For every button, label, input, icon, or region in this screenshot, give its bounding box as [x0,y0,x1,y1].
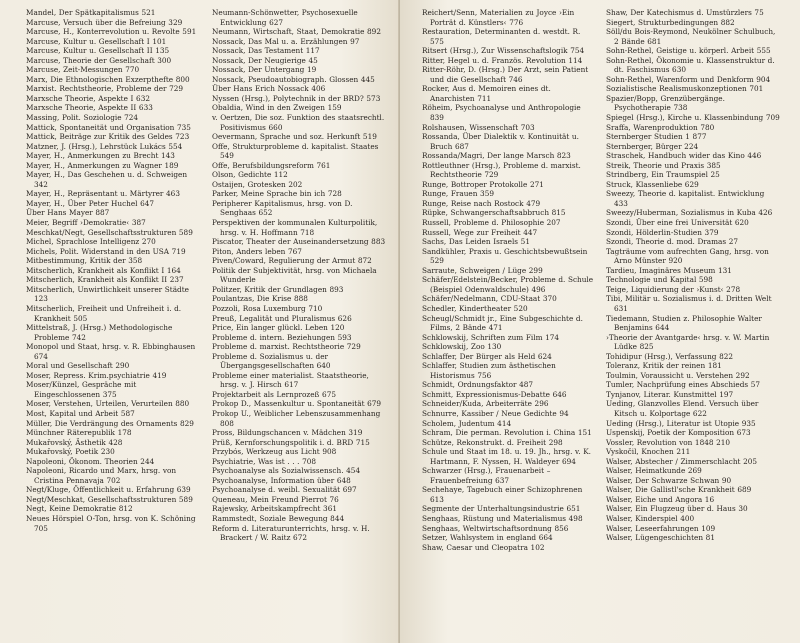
index-entry: Most, Kapital und Arbeit 587 [26,408,135,418]
index-entry: Runge, Reise nach Rostock 479 [422,198,541,208]
index-entry: Pozzoli, Rosa Luxemburg 710 [212,303,323,313]
index-entry: Müller, Die Verdrängung des Ornaments 829 [26,418,194,428]
index-entry: Rajewsky, Arbeitskampfrecht 361 [212,504,337,514]
index-entry: Sraffa, Warenproduktion 780 [606,122,715,132]
index-entry: Neumann, Wirtschaft, Staat, Demokratie 892 [212,27,381,37]
index-entry: Schneider/Kuda, Arbeiterräte 296 [422,399,549,409]
index-entry: Psychoanalyse als Sozialwissensch. 454 [212,466,361,476]
index-entry: Toleranz, Kritik der reinen 181 [606,361,722,371]
index-entry: Probleme d. marxist. Rechtstheorie 729 [212,342,361,352]
index-entry: Shaw, Caesar und Cleopatra 102 [422,542,545,552]
index-entry: Senghaas, Weltwirtschaftsordnung 856 [422,523,569,533]
index-entry: Tagträume vom aufrechten Gang, hrsg. von Arno Münster 920 [606,246,769,266]
index-entry: Mitscherlich, Krankheit als Konflikt I 164 [26,265,181,275]
index-entry: Mattick, Beiträge zur Kritik des Geldes 723 [26,132,190,142]
index-entry: Vossler, Revolution von 1848 210 [606,437,731,447]
index-entry: Streik, Theorie und Praxis 385 [606,160,721,170]
index-entry: Queneau, Mein Freund Pierrot 76 [212,494,339,504]
index-entry: Mattick, Spontaneität und Organisation 735 [26,122,191,132]
index-entry: Tynjanov, Literar. Kunstmittel 197 [606,389,734,399]
index-entry: Walser, Heimatkunde 269 [606,466,702,476]
index-entry: Walser, Abstecher / Zimmerschlacht 205 [606,456,757,466]
index-entry: Runge, Bottroper Protokolle 271 [422,179,544,189]
right-page [400,0,800,643]
index-entry: Negt/Meschkat, Gesellschaftsstrukturen 589 [26,494,193,504]
index-entry: Ritsert (Hrsg.), Zur Wissenschaftslogik 754 [422,46,585,56]
index-entry: Price, Ein langer glückl. Leben 120 [212,323,345,333]
index-entry: Marxist. Rechtstheorie, Probleme der 729 [26,84,184,94]
index-entry: Marx, Die Ethnologischen Exzerpthefte 800 [26,74,190,84]
index-entry: Nyssen (Hrsg.), Polytechnik in der BRD? 573 [212,93,381,103]
index-column [26,8,202,643]
index-entry: Schnurre, Kassiber / Neue Gedichte 94 [422,408,569,418]
index-entry: Walser, Eiche und Angora 16 [606,494,715,504]
index-entry: Segmente der Unterhaltungsindustrie 651 [422,504,581,514]
index-entry: Schäfer/Nedelmann, CDU-Staat 370 [422,294,557,304]
index-entry: Mayer, H., Repräsentant u. Märtyrer 463 [26,189,180,199]
index-entry: Probleme d. Sozialismus u. der Übergangsgesellschaften 640 [212,351,331,371]
index-entry: Mitscherlich, Krankheit als Konflikt II 237 [26,275,184,285]
index-entry: Moser/Künzel, Gespräche mit Eingeschlossenen 375 [26,380,137,399]
index-entry: Straschek, Handbuch wider das Kino 446 [606,151,762,161]
index-entry: Reichert/Senn, Materialien zu Joyce ›Ein Porträt d. Künstlers‹ 776 [422,8,575,27]
index-entry: Sweezy, Theorie d. kapitalist. Entwicklung 433 [606,189,765,208]
index-entry: Probleme d. intern. Beziehungen 593 [212,332,352,342]
index-entry: Nossack, Der Neugierige 45 [212,55,318,65]
index-entry: Runge, Frauen 359 [422,189,494,199]
index-entry: Psychoanalyse d. weibl. Sexualität 697 [212,485,357,495]
index-entry: Restauration, Determinanten d. westdt. R. 575 [422,27,581,46]
index-entry: Rottleuthner (Hrsg.), Probleme d. marxist. Rechtstheorie 729 [422,160,581,180]
index-entry: Negt/Kluge, Öffentlichkeit u. Erfahrung 639 [26,485,191,495]
index-entry: Über Hans Erich Nossack 406 [212,84,326,94]
index-entry: Psychoanalyse, Information über 648 [212,475,351,485]
index-entry: Sohn-Rethel, Warenform und Denkform 904 [606,74,771,84]
left-page-columns [26,8,388,643]
index-entry: Walser, Der Schwarze Schwan 90 [606,475,732,485]
index-entry: Meier, Begriff ›Demokratie‹ 387 [26,218,146,228]
index-entry: Piscator, Theater der Auseinandersetzung 883 [212,237,386,247]
index-column [212,8,388,643]
index-entry: Marcuse, Kultur u. Gesellschaft II 135 [26,46,170,56]
index-entry: Rammstedt, Soziale Bewegung 844 [212,513,345,523]
index-entry: Schule und Staat im 18. u. 19. Jh., hrsg. v. K. Hartmann, F. Nyssen, H. Waldeyer 694 [422,447,591,466]
index-column [606,8,780,643]
index-entry: Sandkühler, Praxis u. Geschichtsbewußtsein 529 [422,246,588,266]
index-entry: Tibi, Militär u. Sozialismus i. d. Dritten Welt 631 [606,294,772,313]
index-entry: Probleme einer materialist. Staatstheorie, hrsg. v. J. Hirsch 617 [212,370,369,390]
index-entry: Psychiatrie, Was ist . . . 708 [212,456,317,466]
index-entry: Uspenskij, Poetik der Komposition 673 [606,428,751,438]
index-entry: Nossack, Der Untergang 19 [212,65,317,75]
index-entry: Siegert, Strukturbedingungen 882 [606,17,735,27]
index-entry: Vyskočil, Knochen 211 [606,447,691,457]
index-entry: ›Theorie der Avantgarde‹ hrsg. v. W. Martin Lüdke 825 [606,332,770,352]
index-entry: Walser, Kinderspiel 400 [606,513,695,523]
index-entry: Mayer, H., Anmerkungen zu Wagner 189 [26,160,179,170]
index-entry: Scheugl/Schmidt jr., Eine Subgeschichte d. Films, 2 Bände 471 [422,313,583,333]
index-entry: Walser, Leseerfahrungen 109 [606,523,716,533]
index-entry: Röheim, Psychoanalyse und Anthropologie 839 [422,103,581,123]
index-entry: Marcuse, Versuch über die Befreiung 329 [26,17,183,27]
index-entry: Monopol und Staat, hrsg. v. R. Ebbinghausen 674 [26,342,196,361]
index-entry: Sternberger, Bürger 224 [606,141,699,151]
index-entry: Struck, Klassenliebe 629 [606,179,699,189]
index-entry: Massing, Polit. Soziologie 724 [26,113,139,123]
index-entry: Münchner Räterepublik 178 [26,428,132,438]
index-entry: Nossack, Das Mal u. a. Erzählungen 97 [212,36,360,46]
index-entry: Marcuse, Kultur u. Gesellschaft I 101 [26,36,167,46]
index-entry: Schklowskij, Zoo 130 [422,342,502,352]
index-entry: Mayer, H., Über Peter Huchel 647 [26,198,155,208]
index-entry: Sozialistische Realismuskonzeptionen 701 [606,84,764,94]
index-entry: Szondi, Hölderlin-Studien 379 [606,227,719,237]
index-entry: Sweezy/Huberman, Sozialismus in Kuba 426 [606,208,773,218]
index-entry: Moser, Verstehen, Urteilen, Verurteilen 880 [26,399,190,409]
index-entry: Nossack, Pseudoautobiograph. Glossen 445 [212,74,375,84]
index-entry: Sohn-Rethel, Ökonomie u. Klassenstruktur d. dt. Faschismus 630 [606,55,775,75]
index-entry: Senghaas, Rüstung und Materialismus 498 [422,513,583,523]
index-entry: Mukařovský, Poetik 230 [26,447,115,457]
index-entry: Meschkat/Negt, Gesellschaftsstrukturen 589 [26,227,193,237]
right-page-columns [422,8,780,643]
index-column [422,8,596,643]
index-entry: Technologie und Kapital 598 [606,275,713,285]
index-entry: Szondi, Über eine frei Universität 620 [606,218,749,228]
index-entry: Napoleoni, Ricardo und Marx, hrsg. von Cristina Pennavaja 702 [26,466,177,485]
index-entry: Mittelstraß, J. (Hrsg.) Methodologische Probleme 742 [26,323,173,342]
index-entry: Michel, Sprachlose Intelligenz 270 [26,237,156,247]
index-entry: Tiedemann, Studien z. Philosophie Walter Benjamins 644 [606,313,762,333]
index-entry: Schklowskij, Schriften zum Film 174 [422,332,560,342]
index-entry: Schlaffer, Studien zum ästhetischen Historismus 756 [422,361,556,380]
index-entry: Prüß, Kernforschungspolitik i. d. BRD 715 [212,437,370,447]
index-entry: Mukařovský, Ästhetik 428 [26,437,123,447]
index-entry: Ueding, Glanzvolles Elend. Versuch über Kitsch u. Kolportage 622 [606,399,759,418]
index-entry: Rocker, Aus d. Memoiren eines dt. Anarchisten 711 [422,84,551,103]
index-entry: Politik der Subjektivität, hrsg. von Michaela Wunderle [212,265,377,285]
index-entry: Nossack, Das Testament 117 [212,46,320,56]
index-entry: Neues Hörspiel O-Ton, hrsg. von K. Schöning 705 [26,513,196,533]
index-entry: Marcuse, Theorie der Gesellschaft 300 [26,55,172,65]
index-entry: Spazier/Bopp, Grenzübergänge. Psychotherapie 738 [606,93,725,113]
index-entry: Pross, Bildungschancen v. Mädchen 319 [212,428,363,438]
index-entry: Marxsche Theorie, Aspekte I 632 [26,93,150,103]
index-entry: Setzer, Wahlsystem in england 664 [422,533,553,543]
index-entry: Mitscherlich, Freiheit und Unfreiheit i. d. Krankheit 505 [26,303,182,323]
index-entry: Parker, Meine Sprache bin ich 728 [212,189,342,199]
index-entry: Spiegel (Hrsg.), Kirche u. Klassenbindung 709 [606,113,780,123]
index-entry: Matzner, J. (Hrsg.), Lehrstück Lukács 554 [26,141,183,151]
index-entry: Reform d. Literaturunterrichts, hrsg. v. H. Brackert / W. Raitz 672 [212,523,370,543]
index-entry: Tohidipur (Hrsg.), Verfassung 822 [606,351,733,361]
index-entry: Ueding (Hrsg.), Literatur ist Utopie 935 [606,418,756,428]
index-entry: Rolshausen, Wissenschaft 703 [422,122,535,132]
index-entry: Mayer, H., Anmerkungen zu Brecht 143 [26,151,175,161]
index-entry: Walser, Ein Flugzeug über d. Haus 30 [606,504,748,514]
index-entry: Schäfer/Edelstein/Becker, Probleme d. Schule (Beispiel Odenwaldschule) 496 [422,275,594,294]
index-entry: Marxsche Theorie, Aspekte II 633 [26,103,153,113]
index-entry: Szondi, Theorie d. mod. Dramas 27 [606,237,739,247]
index-entry: Piven/Coward, Regulierung der Armut 872 [212,256,372,266]
index-entry: Schwarzer (Hrsg.), Frauenarbeit – Frauenbefreiung 637 [422,466,551,485]
index-entry: Über Hans Mayer 887 [26,208,110,218]
index-entry: Walser, Die Gallistl'sche Krankheit 689 [606,485,752,495]
index-entry: Projektarbeit als Lernprozeß 675 [212,389,336,399]
index-entry: Sternberger Studien 1 877 [606,132,707,142]
index-entry: Rossanda, Über Dialektik v. Kontinuität u. Bruch 687 [422,132,579,151]
index-entry: Ritter, Hegel u. d. Französ. Revolution 114 [422,55,583,65]
index-entry: Scholem, Judentum 414 [422,418,512,428]
index-entry: Sachs, Das Leiden Israels 51 [422,237,530,247]
index-entry: Ostaijen, Grotesken 202 [212,179,303,189]
index-entry: Prokop D., Massenkultur u. Spontaneität 679 [212,399,382,409]
index-entry: Strindberg, Ein Traumspiel 25 [606,170,720,180]
index-entry: Oevermann, Sprache und soz. Herkunft 519 [212,132,377,142]
index-entry: Offe, Berufsbildungsreform 761 [212,160,331,170]
index-entry: Moser, Repress. Krim.psychiatrie 419 [26,370,167,380]
index-entry: Russell, Probleme d. Philosophie 207 [422,218,561,228]
index-entry: Walser, Lügengeschichten 81 [606,533,715,543]
index-entry: Sarraute, Schweigen / Lüge 299 [422,265,543,275]
index-entry: Piton, Anders leben 767 [212,246,302,256]
index-entry: Russell, Wege zur Freiheit 447 [422,227,538,237]
index-entry: Olson, Gedichte 112 [212,170,288,180]
index-entry: Ritter-Röhr, D. (Hrsg.) Der Arzt, sein Patient und die Gesellschaft 746 [422,65,589,84]
index-entry: Schedler, Kindertheater 520 [422,303,528,313]
index-entry: Mayer, H., Das Geschehen u. d. Schweigen 342 [26,170,188,189]
index-entry: Michels, Polit. Widerstand in den USA 719 [26,246,186,256]
index-entry: Teige, Liquidierung der ›Kunst‹ 278 [606,284,741,294]
index-entry: Sohn-Rethel, Geistige u. körperl. Arbeit 555 [606,46,771,56]
index-entry: Tumler, Nachprüfung eines Abschieds 57 [606,380,761,390]
index-entry: Mitscherlich, Unwirtlichkeit unserer Städte 123 [26,284,189,304]
index-entry: Rossanda/Magri, Der lange Marsch 823 [422,151,571,161]
index-entry: Marcuse, H., Konterrevolution u. Revolte 591 [26,27,197,37]
index-entry: Napoleoni, Ökonom. Theorien 244 [26,456,155,466]
index-entry: Tardieu, Imaginäres Museum 131 [606,265,732,275]
index-entry: Offe, Strukturprobleme d. kapitalist. Staates 549 [212,141,379,161]
index-entry: Przybós, Werkzeug aus Licht 908 [212,447,337,457]
index-entry: Moral und Gesellschaft 290 [26,361,130,371]
index-entry: Rüpke, Schwangerschaftsabbruch 815 [422,208,566,218]
index-entry: Schütze, Rekonstrukt. d. Freiheit 298 [422,437,563,447]
index-entry: Negt, Keine Demokratie 812 [26,504,133,514]
index-entry: Söll/du Bois-Reymond, Neukölner Schulbuch, 2 Bände 681 [606,27,776,46]
index-entry: Mandel, Der Spätkapitalismus 521 [26,8,156,17]
index-entry: Schlaffer, Der Bürger als Held 624 [422,351,552,361]
index-entry: Toulmin, Voraussicht u. Verstehen 292 [606,370,750,380]
index-entry: Peripherer Kapitalismus, hrsg. von D. Senghaas 652 [212,198,353,218]
index-entry: Marcuse, Zeit-Messungen 770 [26,65,140,75]
index-entry: Obaldia, Wind in den Zweigen 159 [212,103,342,113]
index-entry: Politzer, Kritik der Grundlagen 893 [212,284,344,294]
index-entry: Preuß, Legalität und Pluralismus 626 [212,313,352,323]
index-entry: Prokop U., Weiblicher Lebenszusammenhang 808 [212,408,381,428]
index-entry: Poulantzas, Die Krise 888 [212,294,308,304]
index-entry: Neumann-Schönwetter, Psychosexuelle Entwicklung 627 [212,8,358,27]
index-entry: Perspektiven der kommunalen Kulturpolitik, hrsg. v. H. Hoffmann 718 [212,218,378,237]
index-entry: Shaw, Der Katechismus d. Umstürzlers 75 [606,8,764,17]
index-entry: Sechehaye, Tagebuch einer Schizophrenen 613 [422,485,583,504]
index-entry: Schram, Die perman. Revolution i. China 151 [422,428,592,438]
index-entry: Schmidt, Ordnungsfaktor 487 [422,380,534,390]
index-entry: Mitbestimmung, Kritik der 358 [26,256,143,266]
index-entry: v. Oertzen, Die soz. Funktion des staatsrechtl. Positivismus 660 [212,113,385,132]
index-entry: Schmitt, Expressionismus-Debatte 646 [422,389,567,399]
